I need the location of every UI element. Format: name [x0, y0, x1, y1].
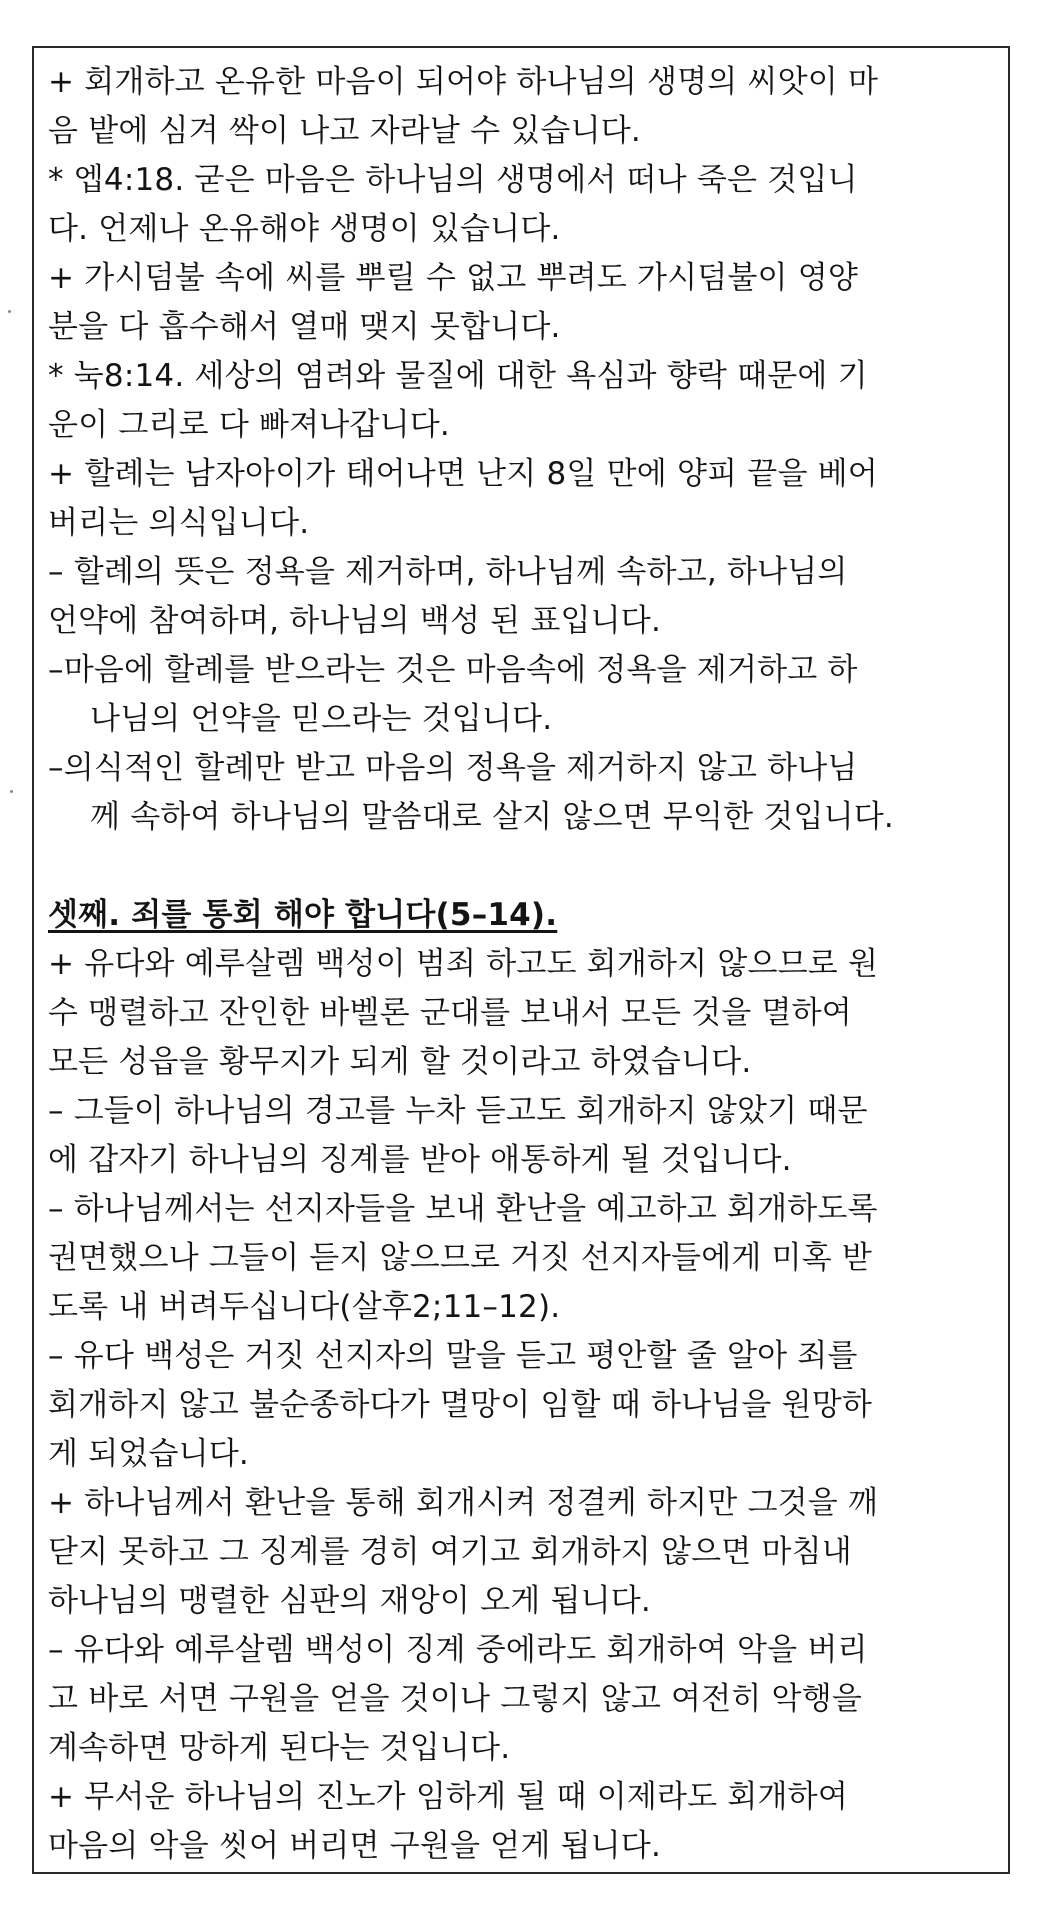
text-line: + 하나님께서 환난을 통해 회개시켜 정결케 하지만 그것을 깨: [48, 1485, 879, 1521]
text-line: 버리는 의식입니다.: [48, 505, 310, 541]
text-line: 모든 성읍을 황무지가 되게 할 것이라고 하였습니다.: [48, 1044, 752, 1080]
text-line: 다. 언제나 온유해야 생명이 있습니다.: [48, 211, 561, 247]
text-line: + 회개하고 온유한 마음이 되어야 하나님의 생명의 씨앗이 마: [48, 64, 879, 100]
text-line: 나님의 언약을 믿으라는 것입니다.: [90, 701, 553, 737]
text-line: 에 갑자기 하나님의 징계를 받아 애통하게 될 것입니다.: [48, 1142, 792, 1178]
text-line: 운이 그리로 다 빠져나갑니다.: [48, 407, 450, 443]
text-line: 도록 내 버려두십니다(살후2;11–12).: [48, 1289, 561, 1325]
text-line: 음 밭에 심겨 싹이 나고 자라날 수 있습니다.: [48, 113, 641, 149]
text-line: + 무서운 하나님의 진노가 임하게 될 때 이제라도 회개하여: [48, 1779, 848, 1815]
document-body: [48, 58, 990, 1871]
text-line: * 엡4:18. 굳은 마음은 하나님의 생명에서 떠나 죽은 것입니: [48, 162, 858, 198]
scan-speck: [10, 790, 13, 793]
text-line: – 하나님께서는 선지자들을 보내 환난을 예고하고 회개하도록: [48, 1191, 878, 1227]
text-line: 닫지 못하고 그 징계를 경히 여기고 회개하지 않으면 마침내: [48, 1534, 852, 1570]
text-line: 권면했으나 그들이 듣지 않으므로 거짓 선지자들에게 미혹 받: [48, 1240, 873, 1276]
text-line: * 눅8:14. 세상의 염려와 물질에 대한 욕심과 향락 때문에 기: [48, 358, 868, 394]
text-line: – 할례의 뜻은 정욕을 제거하며, 하나님께 속하고, 하나님의: [48, 554, 848, 590]
text-line: – 그들이 하나님의 경고를 누차 듣고도 회개하지 않았기 때문: [48, 1093, 868, 1129]
text-line: –의식적인 할례만 받고 마음의 정욕을 제거하지 않고 하나님: [48, 750, 858, 786]
text-line: 께 속하여 하나님의 말씀대로 살지 않으면 무익한 것입니다.: [90, 799, 894, 835]
text-line: 수 맹렬하고 잔인한 바벨론 군대를 보내서 모든 것을 멸하여: [48, 995, 852, 1031]
section-gap: [48, 842, 990, 891]
text-line: – 유다 백성은 거짓 선지자의 말을 듣고 평안할 줄 알아 죄를: [48, 1338, 858, 1374]
text-line: 하나님의 맹렬한 심판의 재앙이 오게 됩니다.: [48, 1583, 651, 1619]
text-line: 회개하지 않고 불순종하다가 멸망이 임할 때 하나님을 원망하: [48, 1387, 873, 1423]
text-line: + 할례는 남자아이가 태어나면 난지 8일 만에 양피 끝을 베어: [48, 456, 878, 492]
text-line: 분을 다 흡수해서 열매 맺지 못합니다.: [48, 309, 561, 345]
text-line: + 유다와 예루살렘 백성이 범죄 하고도 회개하지 않으므로 원: [48, 946, 879, 982]
section-heading: 셋째. 죄를 통회 해야 합니다(5–14).: [48, 897, 558, 933]
scan-speck: [8, 310, 11, 313]
text-line: 게 되었습니다.: [48, 1436, 249, 1472]
text-line: 마음의 악을 씻어 버리면 구원을 얻게 됩니다.: [48, 1828, 662, 1864]
text-line: 언약에 참여하며, 하나님의 백성 된 표입니다.: [48, 603, 662, 639]
text-line: – 유다와 예루살렘 백성이 징계 중에라도 회개하여 악을 버리: [48, 1632, 868, 1668]
text-line: + 가시덤불 속에 씨를 뿌릴 수 없고 뿌려도 가시덤불이 영양: [48, 260, 859, 296]
text-line: 고 바로 서면 구원을 얻을 것이나 그렇지 않고 여전히 악행을: [48, 1681, 862, 1717]
text-line: –마음에 할례를 받으라는 것은 마음속에 정욕을 제거하고 하: [48, 652, 858, 688]
text-line: 계속하면 망하게 된다는 것입니다.: [48, 1730, 511, 1766]
